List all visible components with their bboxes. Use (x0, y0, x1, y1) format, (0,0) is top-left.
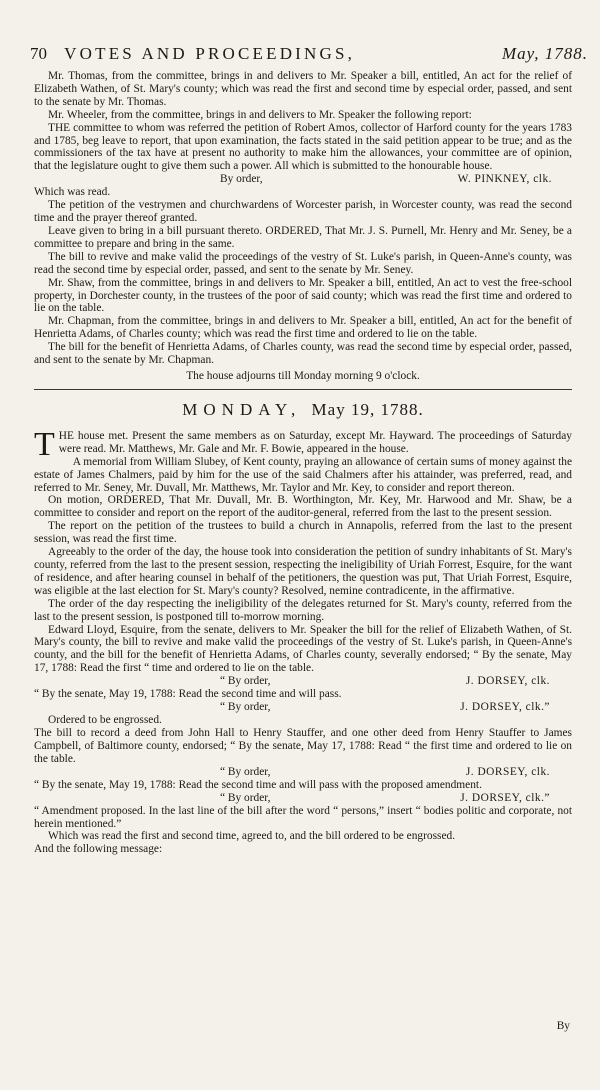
paragraph: The petition of the vestrymen and churchwardens of Worcester parish, in Worcester county, was read the second time and the prayer thereof granted. (34, 199, 572, 225)
clerk-name: J. DORSEY, clk. (465, 765, 550, 778)
paragraph: Leave given to bring in a bill pursuant thereto. ORDERED, That Mr. J. S. Purnell, Mr. Henry and Mr. Seney, be a committee to prepare and bring in the same. (34, 224, 572, 250)
by-order: By order, (220, 173, 263, 186)
text-column (34, 70, 572, 856)
signature-row (34, 792, 572, 805)
paragraph: Agreeably to the order of the day, the house took into consideration the petition of sundry inhabitants of St. Mary's county, referred from the last to the present session, respecting the ineligibility of Uriah Forrest, Esquire, for the want of residence, and after hearing counsel in behalf of the petitioners, the question was put, That Uriah Forrest, Esquire, was eligible at the last election for St. Mary's county? Resolved, nemine contradicente, in the affirmative. (34, 546, 572, 597)
drop-cap: T (34, 425, 55, 463)
paragraph: Which was read. (34, 186, 111, 199)
adjournment-line: The house adjourns till Monday morning 9 o'clock. (186, 369, 420, 382)
paragraph: Mr. Thomas, from the committee, brings in and delivers to Mr. Speaker a bill, entitled, An act for the relief of Elizabeth Wathen, of St. Mary's county; which was read the first and second time by especial order, passed, and sent to the senate by Mr. Thomas. (34, 70, 572, 108)
signature-row (34, 766, 572, 779)
senate-endorsement: “ By the senate, May 19, 1788: Read the second time and will pass. (34, 688, 342, 701)
paragraph: And the following message: (34, 843, 163, 856)
signature-row (34, 701, 572, 714)
section-rule (34, 389, 572, 390)
section-heading (34, 400, 572, 420)
paragraph: The bill to revive and make valid the proceedings of the vestry of St. Luke's parish, in Queen-Anne's county, was read the second time by especial order, passed, and sent to the senate by Mr. Seney. (34, 250, 572, 276)
paragraph: Mr. Shaw, from the committee, brings in and delivers to Mr. Speaker a bill, entitled, An act to vest the free-school property, in Dorchester county, in the trustees of the poor of said county; which was read the first time and ordered to lie on the table. (34, 276, 572, 315)
amendment-paragraph: “ Amendment proposed. In the last line of the bill after the word “ persons,” insert “ bodies politic and corporate, not herein mentioned.” (34, 804, 572, 830)
catchword: By (556, 1020, 570, 1032)
by-order: “ By order, (220, 701, 271, 714)
paragraph: Edward Lloyd, Esquire, from the senate, delivers to Mr. Speaker the bill for the relief of Elizabeth Wathen, of St. Mary's county, the bill to revive and make valid the proceedings of the vestry of St. Luke's parish, in Queen-Anne's county, and the bill for the benefit of Henrietta Adams, of Charles county, severally endorsed; “ By the senate, May 17, 1788: Read the first “ time and ordered to lie on the table. (34, 623, 572, 675)
running-date: May, 1788. (501, 44, 588, 63)
by-order: “ By order, (220, 791, 271, 804)
paragraph: Ordered to be engrossed. (48, 714, 162, 727)
clerk-name: W. PINKNEY, clk. (457, 173, 552, 186)
paragraph: A memorial from William Slubey, of Kent county, praying an allowance of certain sums of money against the estate of James Chalmers, paid by him for the use of the said Chalmers after his attainder, was preferred, read, and referred to Mr. Seney, Mr. Duvall, Mr. Matthews, Mr. Taylor and Mr. Key, to consider and report thereon. (34, 455, 573, 494)
section-date: May 19, 1788. (311, 399, 424, 419)
paragraph: The order of the day respecting the ineligibility of the delegates returned for St. Mary's county, referred from the last to the present session, is postponed till to-morrow morning. (34, 597, 572, 623)
paragraph: Which was read the first and second time, agreed to, and the bill ordered to be engrossed. (48, 830, 456, 843)
senate-endorsement: “ By the senate, May 19, 1788: Read the second time and will pass with the proposed amendment. (34, 778, 482, 791)
running-title: VOTES AND PROCEEDINGS, (64, 44, 356, 63)
by-order: “ By order, (220, 765, 271, 778)
report-paragraph: THE committee to whom was referred the petition of Robert Amos, collector of Harford county for the years 1783 and 1785, beg leave to report, that upon examination, the facts stated in the said petition appear to be true; and as the commissioners of the tax have at present no authority to make him the allowances, your committee are of opinion, that the legislature ought to give them such a power. All which is submitted to the honourable house. (34, 121, 572, 173)
opening-paragraph (34, 425, 572, 463)
paragraph: Mr. Wheeler, from the committee, brings in and delivers to Mr. Speaker the following report: (48, 108, 472, 121)
section-day: MONDAY, (182, 399, 302, 419)
opening-text: HE house met. Present the same members as on Saturday, except Mr. Hayward. The proceedings of Saturday were read. Mr. Matthews, Mr. Gale and Mr. F. Bowie, appeared in the house. (58, 429, 572, 455)
running-head (30, 44, 588, 66)
paragraph: The bill for the benefit of Henrietta Adams, of Charles county, was read the second time by especial order, passed, and sent to the senate by Mr. Chapman. (34, 341, 572, 367)
paragraph: The report on the petition of the trustees to build a church in Annapolis, referred from the last to the present session, was read the first time. (34, 520, 572, 546)
clerk-name: J. DORSEY, clk.” (460, 791, 550, 804)
clerk-name: J. DORSEY, clk.” (460, 701, 550, 714)
paragraph: The bill to record a deed from John Hall to Henry Stauffer, and one other deed from Henry Stauffer to James Campbell, of Baltimore county, endorsed; “ By the senate, May 17, 1788: Read “ the first time and ordered to lie on the table. (34, 726, 572, 765)
signature-row (34, 675, 572, 688)
paragraph: On motion, ORDERED, That Mr. Duvall, Mr. B. Worthington, Mr. Key, Mr. Harwood and Mr. Shaw, be a committee to consider and report on the report of the auditor-general, referred from the last to the present session. (34, 494, 572, 520)
clerk-name: J. DORSEY, clk. (465, 675, 550, 688)
page-number: 70 (30, 44, 47, 63)
report-signature (34, 173, 572, 186)
by-order: “ By order, (220, 675, 271, 688)
paragraph: Mr. Chapman, from the committee, brings in and delivers to Mr. Speaker a bill, entitled, An act for the benefit of Henrietta Adams, of Charles county; which was read the first time and ordered to lie on the table. (34, 315, 572, 341)
